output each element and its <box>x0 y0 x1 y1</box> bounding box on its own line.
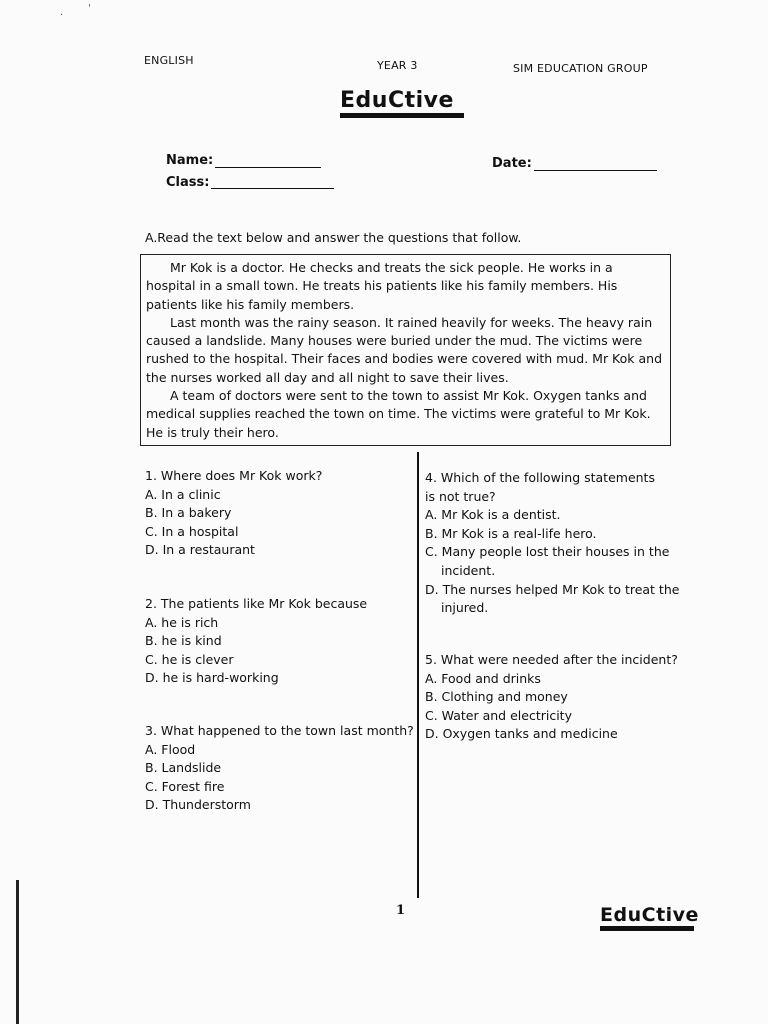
question-4-stem-line-1: 4. Which of the following statements <box>425 470 655 485</box>
logo-wordmark <box>340 88 470 113</box>
scan-edge <box>16 880 19 1024</box>
question-2-stem: 2. The patients like Mr Kok because <box>145 596 368 611</box>
subject-label: ENGLISH <box>144 54 194 67</box>
question-5-option-c[interactable]: C. Water and electricity <box>425 707 572 723</box>
page-number: 1 <box>396 903 406 918</box>
group-label: SIM EDUCATION GROUP <box>513 62 648 75</box>
name-field[interactable] <box>215 167 321 168</box>
question-3-stem: 3. What happened to the town last month? <box>145 723 414 738</box>
question-4 <box>425 469 693 618</box>
class-field[interactable] <box>211 188 334 189</box>
question-1 <box>145 467 413 560</box>
educative-logo <box>340 88 470 118</box>
class-label: Class: <box>166 175 210 190</box>
question-4-option-b[interactable]: B. Mr Kok is a real-life hero. <box>425 525 597 541</box>
year-label: YEAR 3 <box>377 59 418 72</box>
question-5-option-b[interactable]: B. Clothing and money <box>425 689 568 705</box>
logo-text-left: Edu <box>340 88 388 113</box>
question-1-stem: 1. Where does Mr Kok work? <box>145 468 323 483</box>
stray-mark: · <box>60 10 64 21</box>
column-divider <box>417 452 419 898</box>
passage-paragraph-2: Last month was the rainy season. It rained heavily for weeks. The heavy rain caused a landslide. Many houses were buried under the mud. The victims were rushed to the hospital. Their faces and bodies were covered with mud. Mr Kok and the nurses worked all day and all night to save their lives. <box>146 314 663 385</box>
question-2-option-d[interactable]: D. he is hard-working <box>145 670 279 686</box>
name-label: Name: <box>166 153 214 168</box>
reading-passage <box>140 254 671 446</box>
logo-bar-footer <box>600 926 694 931</box>
question-2-option-a[interactable]: A. he is rich <box>145 614 219 630</box>
logo-wordmark-footer <box>600 904 700 926</box>
question-4-stem-line-2: is not true? <box>425 488 496 504</box>
question-4-option-a[interactable]: A. Mr Kok is a dentist. <box>425 507 561 523</box>
logo-text-right: tive <box>404 88 454 113</box>
educative-logo-footer <box>600 904 700 931</box>
question-3-option-a[interactable]: A. Flood <box>145 741 196 757</box>
question-5-option-a[interactable]: A. Food and drinks <box>425 670 541 686</box>
logo-bar <box>340 113 464 118</box>
passage-paragraph-3: A team of doctors were sent to the town to assist Mr Kok. Oxygen tanks and medical supplies reached the town on time. The victims were grateful to Mr Kok. He is truly their hero. <box>146 388 651 440</box>
question-5-stem: 5. What were needed after the incident? <box>425 652 678 667</box>
passage-paragraph-1: Mr Kok is a doctor. He checks and treats the sick people. He works in a hospital in a small town. He treats his patients like his family members. His patients like his family members. <box>146 260 618 312</box>
logo-text-left: Edu <box>600 904 642 926</box>
logo-text-mid: C <box>387 88 405 113</box>
question-5 <box>425 651 693 744</box>
date-field[interactable] <box>534 170 657 171</box>
section-instruction: A.Read the text below and answer the questions that follow. <box>145 230 522 245</box>
question-3-option-c[interactable]: C. Forest fire <box>145 778 225 794</box>
question-2-option-c[interactable]: C. he is clever <box>145 651 234 667</box>
question-1-option-c[interactable]: C. In a hospital <box>145 523 239 539</box>
question-2 <box>145 595 413 688</box>
question-1-option-d[interactable]: D. In a restaurant <box>145 542 255 558</box>
stray-mark: ' <box>88 3 91 14</box>
question-2-option-b[interactable]: B. he is kind <box>145 633 222 649</box>
question-3 <box>145 722 413 815</box>
question-1-option-b[interactable]: B. In a bakery <box>145 505 232 521</box>
question-5-option-d[interactable]: D. Oxygen tanks and medicine <box>425 726 618 742</box>
date-label: Date: <box>492 156 532 171</box>
question-3-option-b[interactable]: B. Landslide <box>145 760 222 776</box>
question-4-option-d[interactable]: D. The nurses helped Mr Kok to treat the injured. <box>425 581 680 616</box>
question-1-option-a[interactable]: A. In a clinic <box>145 486 221 502</box>
logo-text-right: tive <box>656 904 699 926</box>
question-4-option-c[interactable]: C. Many people lost their houses in the incident. <box>425 544 670 578</box>
question-3-option-d[interactable]: D. Thunderstorm <box>145 797 251 813</box>
logo-text-mid: C <box>641 904 657 926</box>
